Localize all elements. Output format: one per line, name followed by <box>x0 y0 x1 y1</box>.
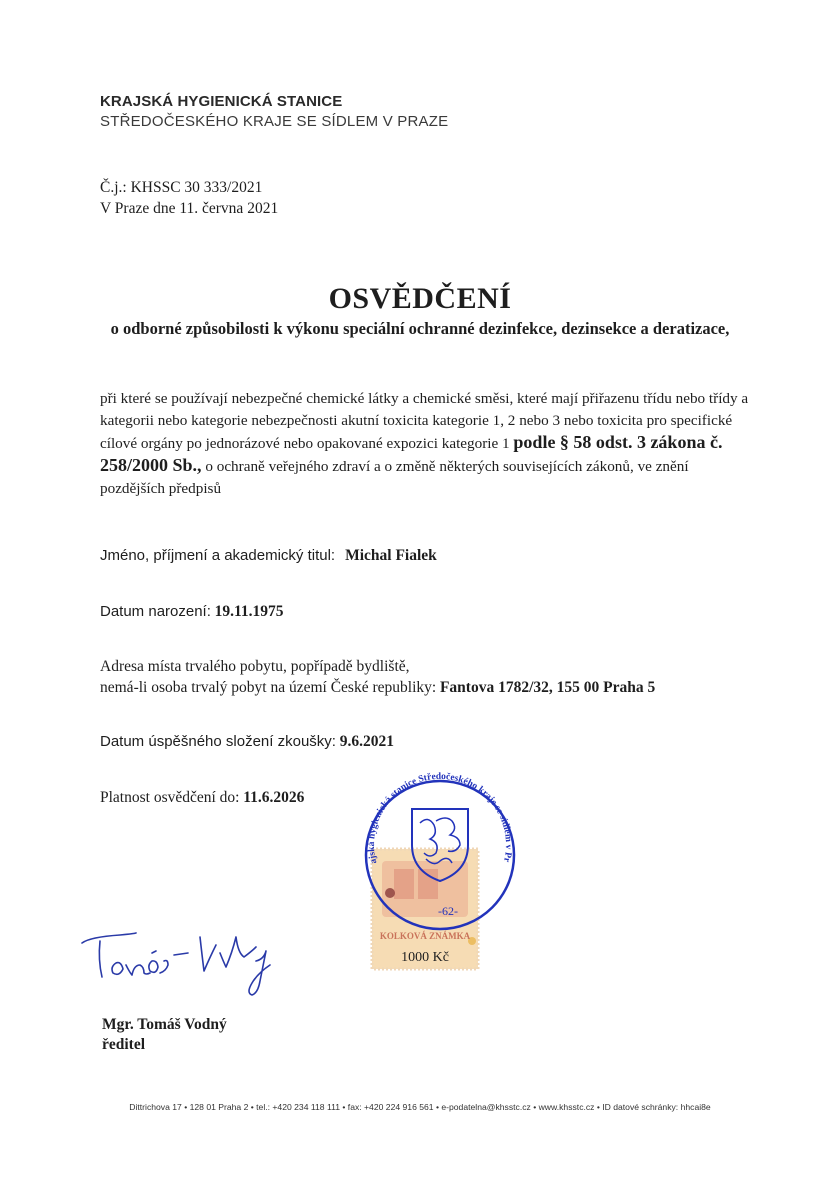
field-valid-until <box>100 789 304 807</box>
field-valid-until-label: Platnost osvědčení do: <box>100 789 240 806</box>
seal-number: -62- <box>438 904 458 918</box>
field-address-label-line1: Adresa místa trvalého pobytu, popřípadě bydliště, <box>100 658 410 675</box>
handwritten-signature <box>60 915 320 1010</box>
document-title: OSVĚDČENÍ <box>328 282 512 315</box>
field-exam-date-value: 9.6.2021 <box>339 733 394 750</box>
footer-contact: Dittrichova 17 • 128 01 Praha 2 • tel.: +420 234 118 111 • fax: +420 224 916 561 • e-podatelna@khsstc.cz • www.khsstc.cz • ID datové schránky: hhcai8e <box>129 1102 711 1112</box>
field-birth-date-label: Datum narození: <box>100 603 211 620</box>
stamp-graphic <box>340 765 540 975</box>
signer-block <box>102 1015 227 1055</box>
field-address <box>100 656 655 699</box>
field-address-label-line2: nemá-li osoba trvalý pobyt na území České republiky: <box>100 679 437 696</box>
field-name-label: Jméno, příjmení a akademický titul: <box>100 547 336 564</box>
legal-text-part2: o ochraně veřejného zdraví a o změně některých souvisejících zákonů, ve znění pozdějších předpisů <box>100 458 689 497</box>
field-exam-date <box>100 733 394 751</box>
reference-block <box>100 177 278 219</box>
field-birth-date <box>100 603 284 621</box>
revenue-stamp-label: KOLKOVÁ ZNÁMKA <box>379 931 471 941</box>
signature-graphic <box>60 915 320 1010</box>
organization-subtitle: STŘEDOČESKÉHO KRAJE SE SÍDLEM V PRAZE <box>100 113 449 130</box>
field-valid-until-value: 11.6.2026 <box>243 789 305 806</box>
legal-text-part1: při které se používají nebezpečné chemické látky a chemické směsi, které mají přiřazenu třídu nebo třídy a kategorii nebo kategorie nebezpečnosti akutní toxicita kategorie 1, 2 nebo 3 nebo toxicita pro specifické cílové orgány po jednorázové nebo opakované expozici kategorie 1 <box>100 390 749 452</box>
field-exam-date-label: Datum úspěšného složení zkoušky: <box>100 733 336 750</box>
organization-name: KRAJSKÁ HYGIENICKÁ STANICE <box>100 93 343 110</box>
seal-circle-text: ajská hygienická stanice Středočeského kraje se sídlem v Pr <box>366 771 514 865</box>
signer-role: ředitel <box>102 1036 146 1053</box>
signer-name: Mgr. Tomáš Vodný <box>102 1016 227 1033</box>
field-name <box>100 547 437 565</box>
field-name-value: Michal Fialek <box>345 547 437 564</box>
document-subtitle: o odborné způsobilosti k výkonu speciální ochranné dezinfekce, dezinsekce a deratizace, <box>110 319 730 338</box>
case-number: Č.j.: KHSSC 30 333/2021 <box>100 179 263 196</box>
place-date: V Praze dne 11. června 2021 <box>100 200 279 217</box>
official-stamp <box>340 765 540 975</box>
field-address-value: Fantova 1782/32, 155 00 Praha 5 <box>439 679 656 696</box>
revenue-stamp-value: 1000 Kč <box>401 950 449 965</box>
legal-text-bold: podle § 58 odst. 3 zákona č. 258/2000 Sb., <box>100 432 723 475</box>
field-birth-date-value: 19.11.1975 <box>214 603 284 620</box>
legal-paragraph <box>100 388 750 500</box>
